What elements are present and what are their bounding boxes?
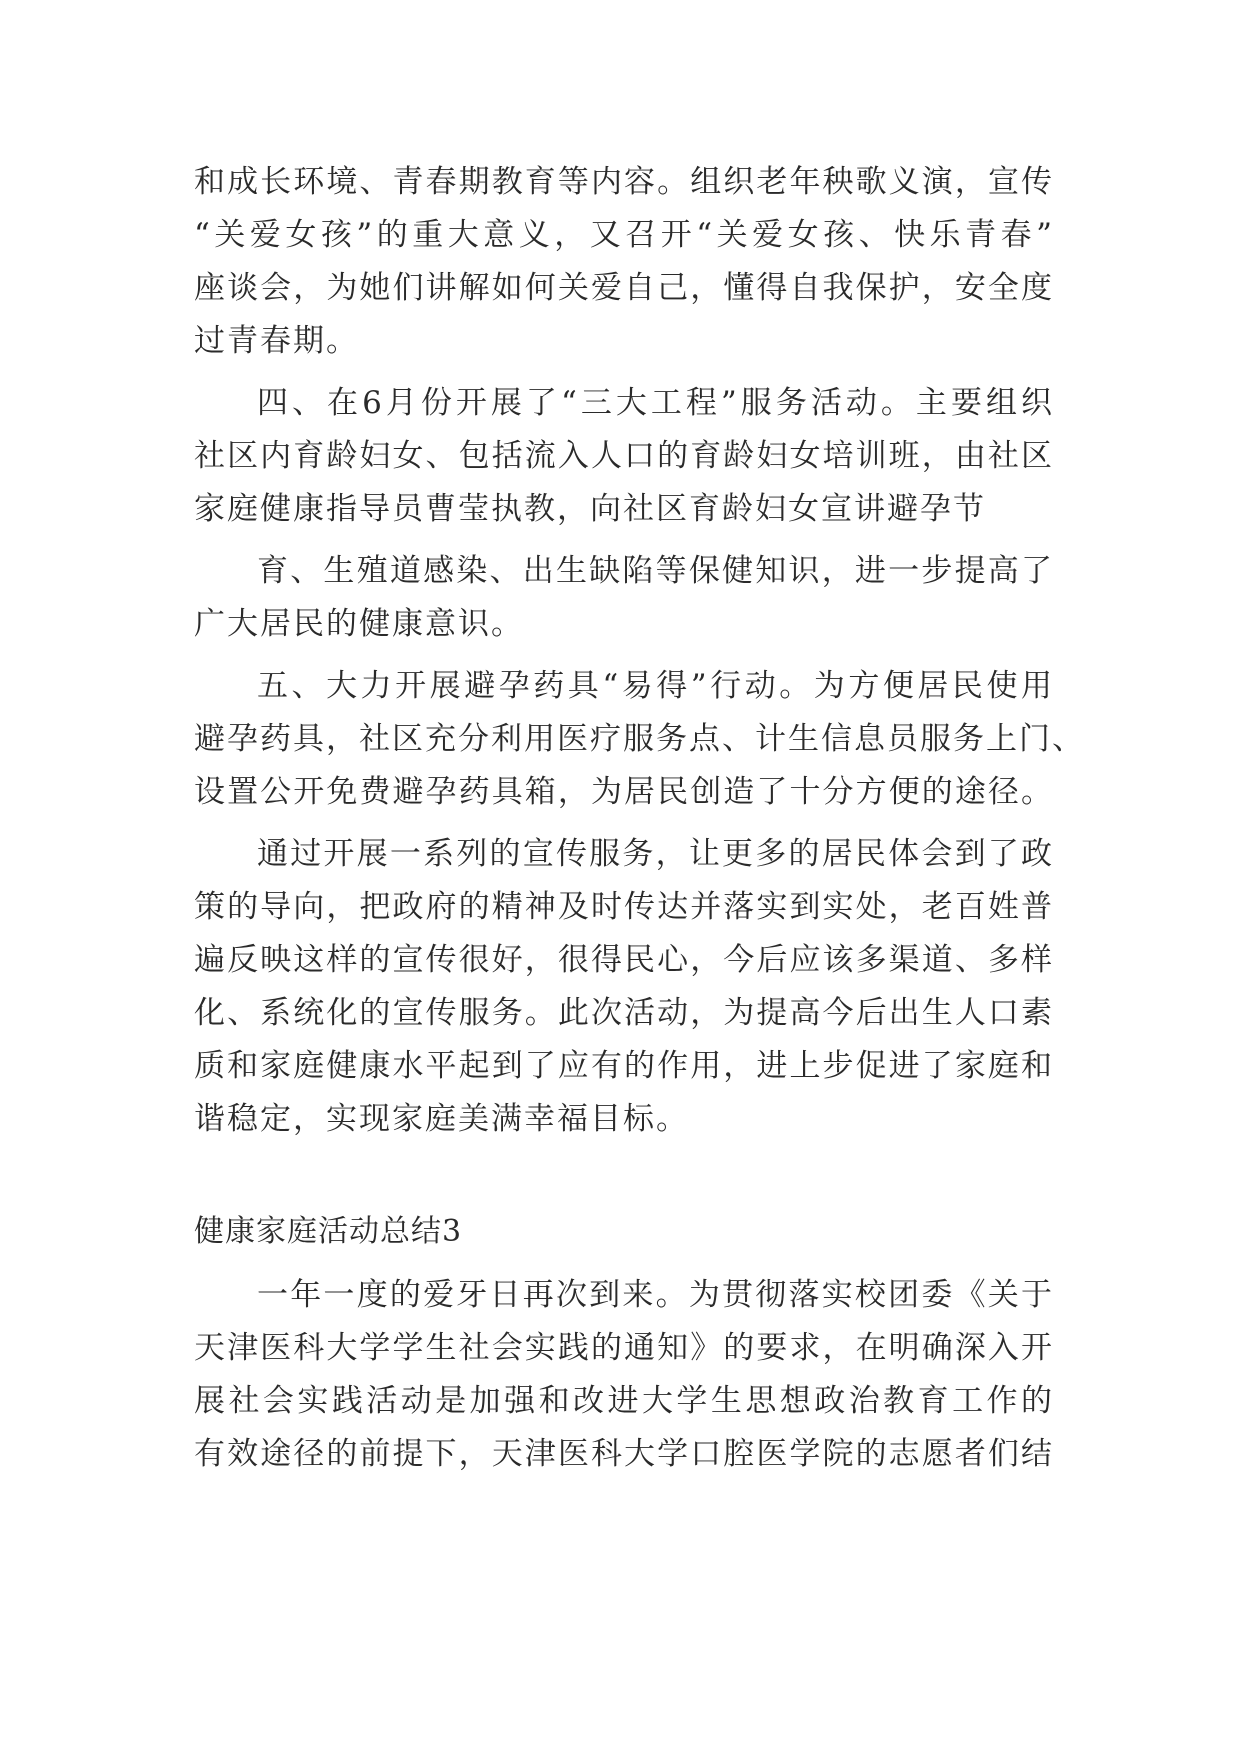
body-text-line: 展社会实践活动是加强和改进大学生思想政治教育工作的 (194, 1383, 1054, 1419)
body-text-line: 过青春期。 (194, 323, 359, 359)
body-text-line: 天津医科大学学生社会实践的通知》的要求，在明确深入开 (194, 1330, 1054, 1366)
body-text-line: 设置公开免费避孕药具箱，为居民创造了十分方便的途径。 (194, 774, 1054, 810)
body-text-line: 遍反映这样的宣传很好，很得民心，今后应该多渠道、多样 (194, 942, 1054, 978)
body-text-line: 质和家庭健康水平起到了应有的作用，进上步促进了家庭和 (194, 1048, 1054, 1084)
body-text-line: 有效途径的前提下，天津医科大学口腔医学院的志愿者们结 (194, 1436, 1054, 1472)
paragraph-first-line: 五、大力开展避孕药具“易得”行动。为方便居民使用 (257, 668, 1054, 704)
body-text-line: 谐稳定，实现家庭美满幸福目标。 (194, 1101, 689, 1137)
body-text-line: 避孕药具，社区充分利用医疗服务点、计生信息员服务上门、 (194, 721, 1085, 757)
paragraph-first-line: 通过开展一系列的宣传服务，让更多的居民体会到了政 (257, 836, 1054, 872)
body-text-line: 和成长环境、青春期教育等内容。组织老年秧歌义演，宣传 (194, 164, 1054, 200)
section-heading: 健康家庭活动总结3 (194, 1214, 463, 1249)
paragraph-first-line: 四、在6月份开展了“三大工程”服务活动。主要组织 (257, 385, 1054, 421)
body-text-line: 广大居民的健康意识。 (194, 606, 524, 642)
body-text-line: “关爱女孩”的重大意义，又召开“关爱女孩、快乐青春” (194, 217, 1054, 253)
body-text-line: 社区内育龄妇女、包括流入人口的育龄妇女培训班，由社区 (194, 438, 1054, 474)
body-text-line: 化、系统化的宣传服务。此次活动，为提高今后出生人口素 (194, 995, 1054, 1031)
paragraph-first-line: 一年一度的爱牙日再次到来。为贯彻落实校团委《关于 (257, 1277, 1054, 1313)
body-text-line: 家庭健康指导员曹莹执教，向社区育龄妇女宣讲避孕节 (194, 491, 986, 527)
paragraph-first-line: 育、生殖道感染、出生缺陷等保健知识，进一步提高了 (257, 553, 1054, 589)
body-text-line: 座谈会，为她们讲解如何关爱自己，懂得自我保护，安全度 (194, 270, 1054, 306)
body-text-line: 策的导向，把政府的精神及时传达并落实到实处，老百姓普 (194, 889, 1054, 925)
